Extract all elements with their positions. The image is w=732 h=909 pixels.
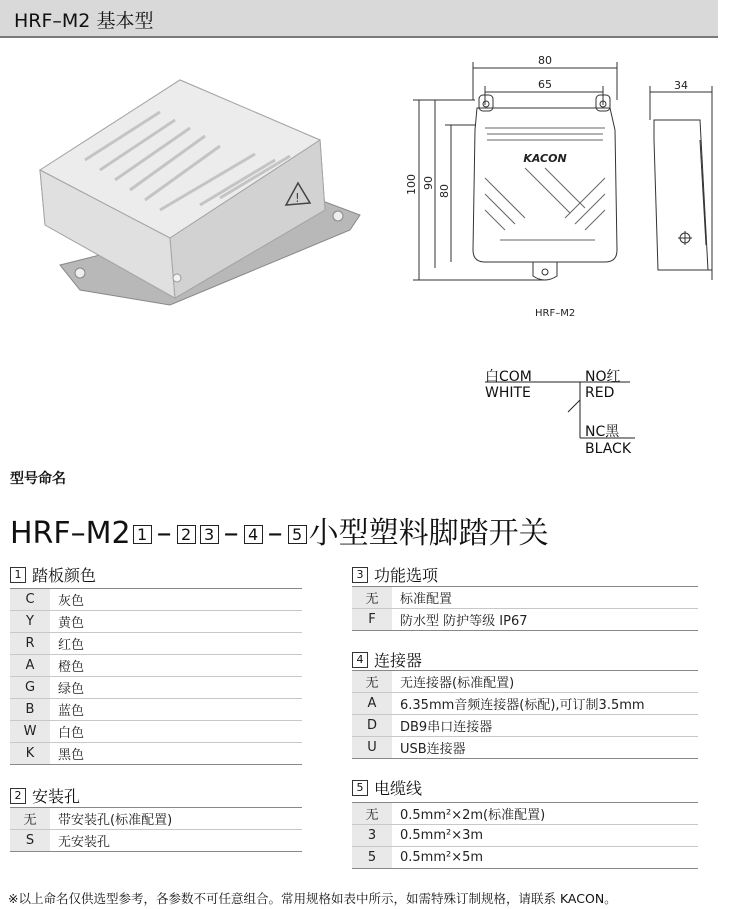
- wire-com: 白COM: [485, 369, 532, 385]
- table-row: [352, 715, 698, 737]
- model-code-title: [10, 508, 549, 552]
- dim-80-top: 80: [538, 54, 552, 67]
- section-1-num: 1: [10, 567, 26, 583]
- option-description: 防水型 防护等级 IP67: [392, 609, 698, 631]
- option-description: 红色: [50, 633, 302, 655]
- option-description: 带安装孔(标准配置): [50, 808, 302, 830]
- svg-text:!: !: [295, 191, 300, 205]
- page-header: [0, 0, 718, 38]
- table-row: [10, 830, 302, 852]
- table-row: [10, 721, 302, 743]
- option-code: U: [352, 737, 392, 759]
- code-dash-1: –: [156, 516, 172, 551]
- section-4-table: [352, 670, 698, 759]
- table-row: [10, 699, 302, 721]
- section-1-heading: [10, 563, 96, 586]
- pedal-product-image: [20, 60, 370, 320]
- option-code: 无: [352, 587, 392, 609]
- section-3-title: 功能选项: [374, 566, 439, 585]
- table-row: [352, 671, 698, 693]
- table-row: [10, 611, 302, 633]
- code-box-1: 1: [133, 525, 152, 544]
- option-description: 0.5mm²×5m: [392, 847, 698, 869]
- option-code: K: [10, 743, 50, 765]
- dimension-drawing-front: [405, 50, 635, 300]
- option-description: 黑色: [50, 743, 302, 765]
- section-5-title: 电缆线: [374, 779, 423, 798]
- dim-65-top: 65: [538, 78, 552, 91]
- code-box-3: 3: [200, 525, 219, 544]
- option-description: 橙色: [50, 655, 302, 677]
- dim-100: 100: [405, 174, 418, 195]
- option-code: 3: [352, 825, 392, 847]
- section-4-heading: [352, 648, 422, 671]
- option-description: 蓝色: [50, 699, 302, 721]
- option-description: DB9串口连接器: [392, 715, 698, 737]
- option-code: Y: [10, 611, 50, 633]
- dim-80-side: 80: [438, 184, 451, 198]
- dimension-drawing-side: [640, 80, 720, 290]
- section-3-num: 3: [352, 567, 368, 583]
- code-box-2: 2: [177, 525, 196, 544]
- section-3-heading: [352, 563, 438, 586]
- option-description: 0.5mm²×2m(标准配置): [392, 803, 698, 825]
- wire-no-en: RED: [585, 385, 615, 401]
- option-code: D: [352, 715, 392, 737]
- option-description: 0.5mm²×3m: [392, 825, 698, 847]
- option-description: USB连接器: [392, 737, 698, 759]
- option-code: C: [10, 589, 50, 611]
- option-code: S: [10, 830, 50, 852]
- option-description: 6.35mm音频连接器(标配),可订制3.5mm: [392, 693, 698, 715]
- section-2-table: [10, 807, 302, 852]
- section-5-num: 5: [352, 780, 368, 796]
- table-row: [352, 847, 698, 869]
- option-description: 白色: [50, 721, 302, 743]
- wire-com-en: WHITE: [485, 385, 531, 401]
- option-code: W: [10, 721, 50, 743]
- option-code: R: [10, 633, 50, 655]
- table-row: [352, 737, 698, 759]
- naming-label: 型号命名: [10, 471, 66, 487]
- dim-34: 34: [674, 80, 688, 92]
- section-4-title: 连接器: [374, 651, 423, 670]
- table-row: [10, 677, 302, 699]
- section-2-heading: [10, 784, 80, 807]
- footer-note: ※以上命名仅供选型参考，各参数不可任意组合。常用规格如表中所示，如需特殊订制规格，请联系 KACON。: [8, 891, 617, 906]
- table-row: [352, 693, 698, 715]
- option-code: B: [10, 699, 50, 721]
- code-dash-3: –: [267, 516, 283, 551]
- option-code: G: [10, 677, 50, 699]
- option-code: 无: [10, 808, 50, 830]
- section-3-table: [352, 586, 698, 631]
- option-code: 无: [352, 671, 392, 693]
- table-row: [352, 825, 698, 847]
- table-row: [352, 609, 698, 631]
- code-box-4: 4: [244, 525, 263, 544]
- option-description: 无安装孔: [50, 830, 302, 852]
- table-row: [10, 808, 302, 830]
- model-prefix: HRF–M2: [10, 516, 131, 551]
- table-row: [10, 633, 302, 655]
- option-code: 无: [352, 803, 392, 825]
- section-2-title: 安装孔: [32, 787, 81, 806]
- option-code: F: [352, 609, 392, 631]
- option-description: 绿色: [50, 677, 302, 699]
- wire-no: NO红: [585, 369, 621, 385]
- model-suffix: 小型塑料脚踏开关: [308, 516, 549, 551]
- option-description: 黄色: [50, 611, 302, 633]
- option-code: 5: [352, 847, 392, 869]
- option-code: A: [352, 693, 392, 715]
- section-5-table: [352, 802, 698, 869]
- section-1-title: 踏板颜色: [32, 566, 97, 585]
- section-1-table: [10, 588, 302, 765]
- option-description: 灰色: [50, 589, 302, 611]
- section-2-num: 2: [10, 788, 26, 804]
- page-title: HRF–M2 基本型: [14, 10, 154, 32]
- option-code: A: [10, 655, 50, 677]
- wire-nc-en: BLACK: [585, 441, 632, 457]
- option-description: 标准配置: [392, 587, 698, 609]
- table-row: [10, 589, 302, 611]
- wire-nc: NC黑: [585, 424, 620, 440]
- table-row: [10, 655, 302, 677]
- drawing-caption: HRF–M2: [535, 308, 576, 319]
- table-row: [352, 587, 698, 609]
- section-4-num: 4: [352, 652, 368, 668]
- code-box-5: 5: [288, 525, 307, 544]
- code-dash-2: –: [223, 516, 239, 551]
- dim-90: 90: [422, 176, 435, 190]
- option-description: 无连接器(标准配置): [392, 671, 698, 693]
- table-row: [10, 743, 302, 765]
- table-row: [352, 803, 698, 825]
- brand-logo: KACON: [523, 152, 567, 165]
- section-5-heading: [352, 776, 422, 799]
